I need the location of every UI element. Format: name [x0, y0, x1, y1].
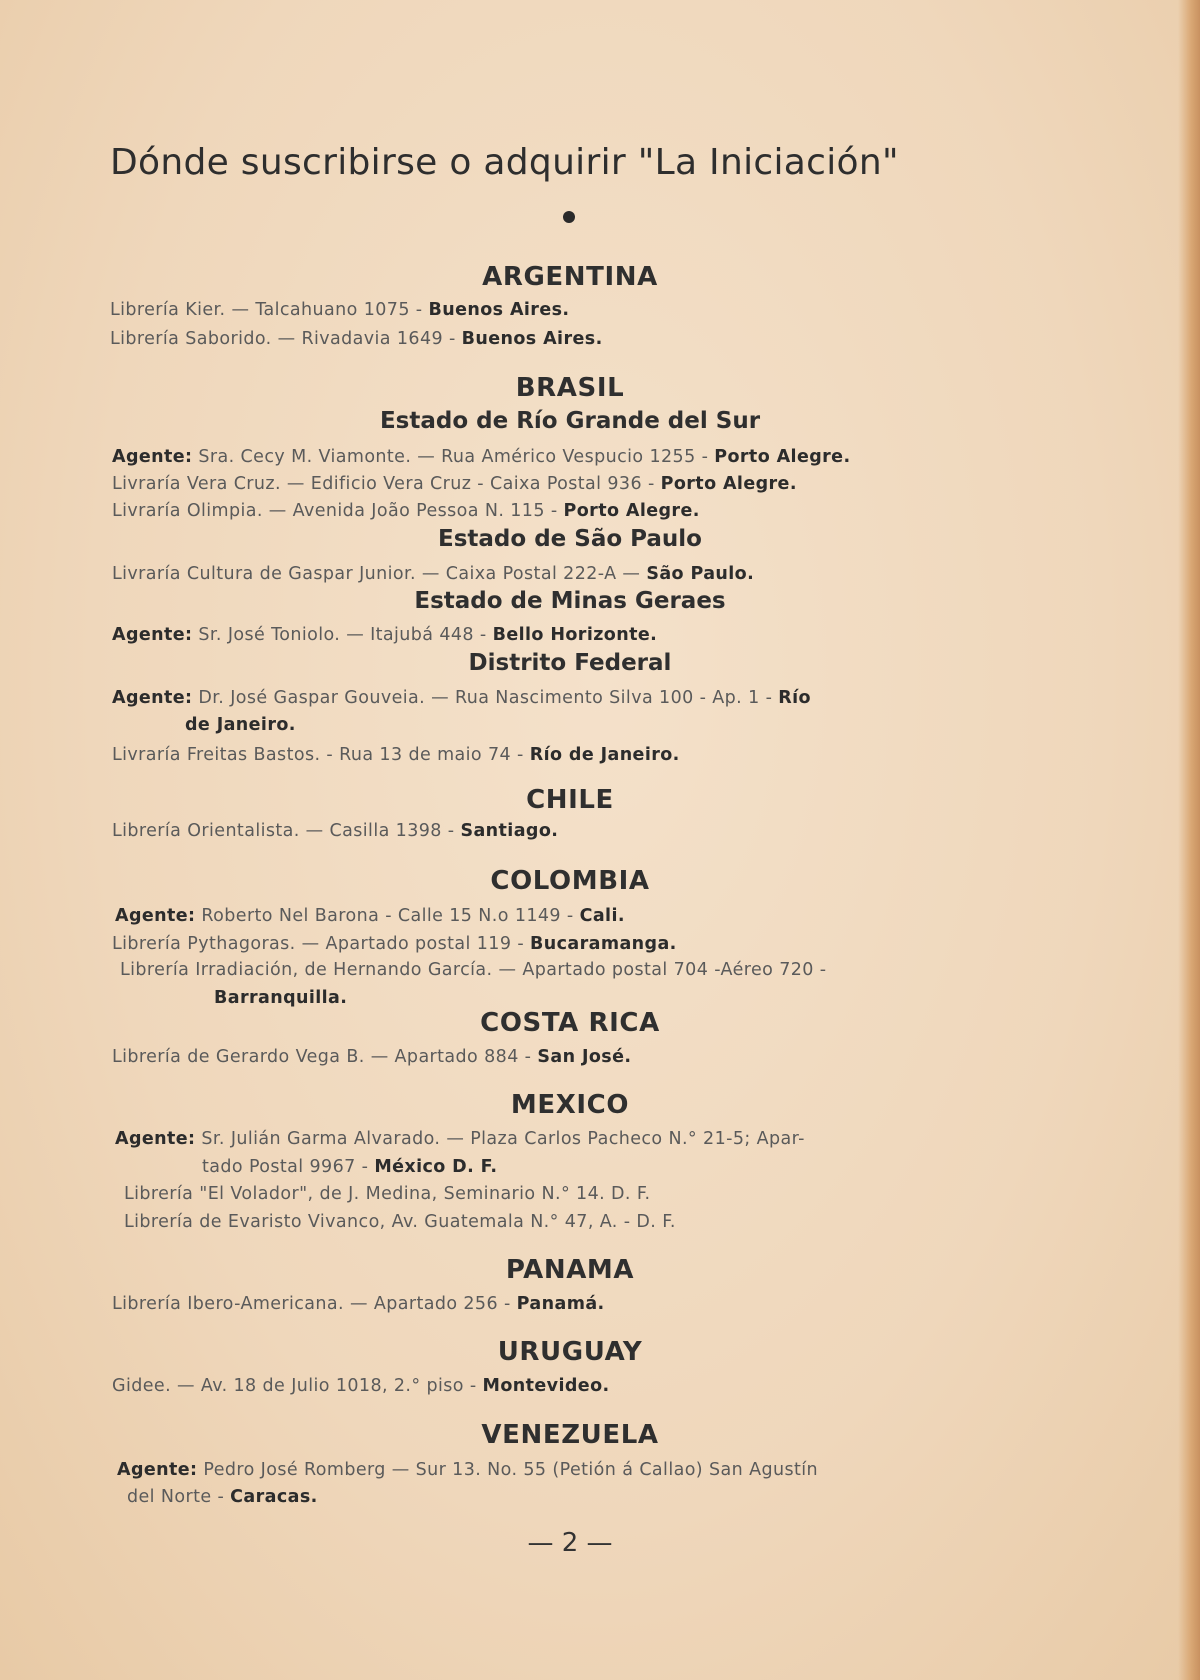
subheading-minas-geraes: Estado de Minas Geraes [414, 588, 726, 614]
subheading-distrito-federal: Distrito Federal [468, 650, 672, 676]
entry-costa-rica-1: Librería de Gerardo Vega B. — Apartado 884 - San José. [112, 1047, 632, 1067]
heading-colombia: COLOMBIA [490, 866, 650, 896]
entry-brasil-df-2: Livraría Freitas Bastos. - Rua 13 de maio 74 - Río de Janeiro. [112, 745, 680, 765]
entry-brasil-rgs-2: Livraría Vera Cruz. — Edificio Vera Cruz - Caixa Postal 936 - Porto Alegre. [112, 474, 797, 494]
entry-colombia-3: Librería Irradiación, de Hernando García. — Apartado postal 704 -Aéreo 720 - [120, 960, 827, 980]
entry-uruguay-1: Gidee. — Av. 18 de Julio 1018, 2.° piso - Montevideo. [112, 1376, 610, 1396]
heading-venezuela: VENEZUELA [481, 1420, 659, 1450]
entry-colombia-1: Agente: Roberto Nel Barona - Calle 15 N.o 1149 - Cali. [115, 906, 625, 926]
entry-colombia-3-cont: Barranquilla. [214, 988, 348, 1008]
entry-brasil-rgs-3: Livraría Olimpia. — Avenida João Pessoa N. 115 - Porto Alegre. [112, 501, 700, 521]
heading-panama: PANAMA [505, 1255, 635, 1285]
subheading-rio-grande-del-sur: Estado de Río Grande del Sur [379, 408, 761, 434]
entry-colombia-2: Librería Pythagoras. — Apartado postal 119 - Bucaramanga. [112, 934, 677, 954]
entry-argentina-1: Librería Kier. — Talcahuano 1075 - Buenos Aires. [110, 300, 570, 320]
heading-chile: CHILE [526, 785, 614, 815]
entry-argentina-2: Librería Saborido. — Rivadavia 1649 - Buenos Aires. [110, 329, 603, 349]
entry-venezuela-1-cont: del Norte - Caracas. [127, 1487, 318, 1507]
entry-brasil-df-1: Agente: Dr. José Gaspar Gouveia. — Rua Nascimento Silva 100 - Ap. 1 - Río [112, 688, 811, 708]
entry-brasil-sp-1: Livraría Cultura de Gaspar Junior. — Caixa Postal 222-A — São Paulo. [112, 564, 755, 584]
entry-chile-1: Librería Orientalista. — Casilla 1398 - Santiago. [112, 821, 559, 841]
page-spine-shadow [1178, 0, 1200, 1680]
heading-uruguay: URUGUAY [497, 1337, 643, 1367]
subheading-sao-paulo: Estado de São Paulo [438, 526, 702, 552]
entry-brasil-df-1-cont: de Janeiro. [185, 715, 296, 735]
heading-mexico: MEXICO [510, 1090, 630, 1120]
entry-venezuela-1: Agente: Pedro José Romberg — Sur 13. No. 55 (Petión á Callao) San Agustín [117, 1460, 818, 1480]
entry-mexico-2: Librería "El Volador", de J. Medina, Seminario N.° 14. D. F. [124, 1184, 651, 1204]
page-number: — 2 — [527, 1528, 613, 1558]
page-title: Dónde suscribirse o adquirir "La Iniciación" [110, 142, 899, 183]
heading-brasil: BRASIL [515, 373, 625, 403]
bullet-ornament [563, 211, 575, 223]
heading-costa-rica: COSTA RICA [480, 1008, 660, 1038]
entry-mexico-1-cont: tado Postal 9967 - México D. F. [202, 1157, 498, 1177]
heading-argentina: ARGENTINA [482, 262, 658, 292]
entry-mexico-1: Agente: Sr. Julián Garma Alvarado. — Plaza Carlos Pacheco N.° 21-5; Apar- [115, 1129, 805, 1149]
entry-panama-1: Librería Ibero-Americana. — Apartado 256 - Panamá. [112, 1294, 605, 1314]
entry-mexico-3: Librería de Evaristo Vivanco, Av. Guatemala N.° 47, A. - D. F. [124, 1212, 676, 1232]
entry-brasil-rgs-1: Agente: Sra. Cecy M. Viamonte. — Rua Américo Vespucio 1255 - Porto Alegre. [112, 447, 851, 467]
entry-brasil-mg-1: Agente: Sr. José Toniolo. — Itajubá 448 - Bello Horizonte. [112, 625, 658, 645]
